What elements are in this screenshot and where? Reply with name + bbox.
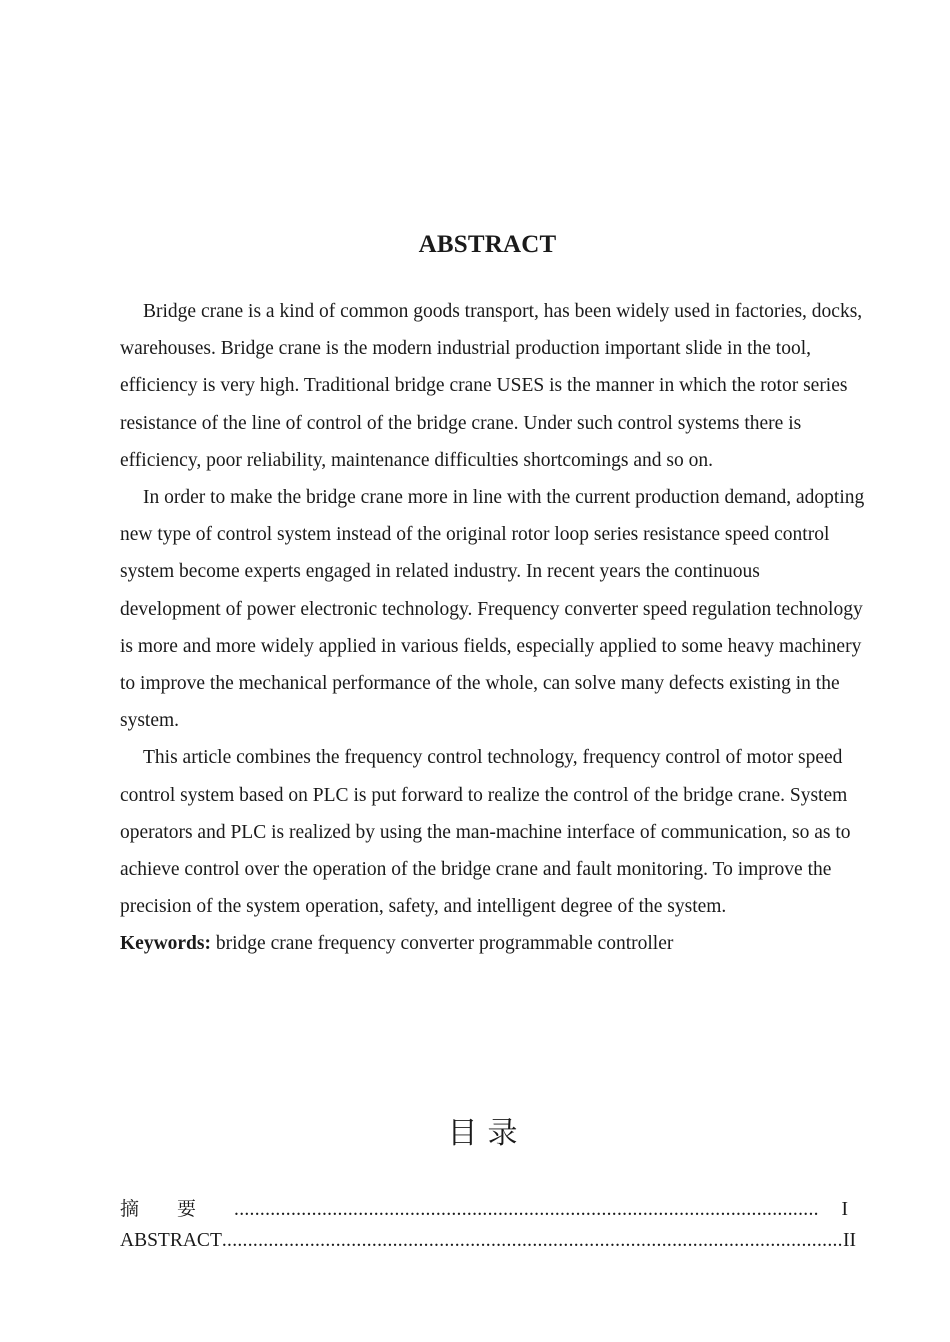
toc-dot-leader <box>222 1225 843 1257</box>
toc-heading: 目录 <box>447 1116 528 1151</box>
toc-dot-leader <box>234 1194 819 1226</box>
abstract-paragraph-1: Bridge crane is a kind of common goods transport, has been widely used in factories, docks, warehouses. Bridge crane is the modern industrial production important slide in the tool, efficiency is very high. Traditional bridge crane USES is the manner in which the rotor series resistance of the line of control of the bridge crane. Under such control systems there is efficiency, poor reliability, maintenance difficulties shortcomings and so on. <box>120 301 863 471</box>
toc-entry-abstract-en[interactable] <box>120 1225 856 1257</box>
abstract-paragraph-2: In order to make the bridge crane more in line with the current production demand, adopting new type of control system instead of the original rotor loop series resistance speed control system become experts engaged in related industry. In recent years the continuous development of power electronic technology. Frequency converter speed regulation technology is more and more widely applied in various fields, especially applied to some heavy machinery to improve the mechanical performance of the whole, can solve many defects existing in the system. <box>120 487 865 732</box>
toc-entry-page: I <box>841 1199 848 1220</box>
toc-entry-label: 摘要 <box>120 1198 235 1220</box>
abstract-heading: ABSTRACT <box>418 231 557 258</box>
toc-entry-abstract-cn[interactable] <box>120 1193 856 1225</box>
abstract-body <box>120 293 865 963</box>
keywords-line <box>120 925 865 962</box>
toc-entry-page: II <box>843 1230 856 1251</box>
toc-entry-label: ABSTRACT <box>120 1230 222 1251</box>
table-of-contents <box>120 1193 856 1257</box>
abstract-paragraph-3: This article combines the frequency control technology, frequency control of motor speed control system based on PLC is put forward to realize the control of the bridge crane. System operators and PLC is realized by using the man-machine interface of communication, so as to achieve control over the operation of the bridge crane and fault monitoring. To improve the precision of the system operation, safety, and intelligent degree of the system. <box>120 747 851 918</box>
keywords-text: bridge crane frequency converter programmable controller <box>211 933 674 955</box>
keywords-label: Keywords: <box>120 933 211 955</box>
